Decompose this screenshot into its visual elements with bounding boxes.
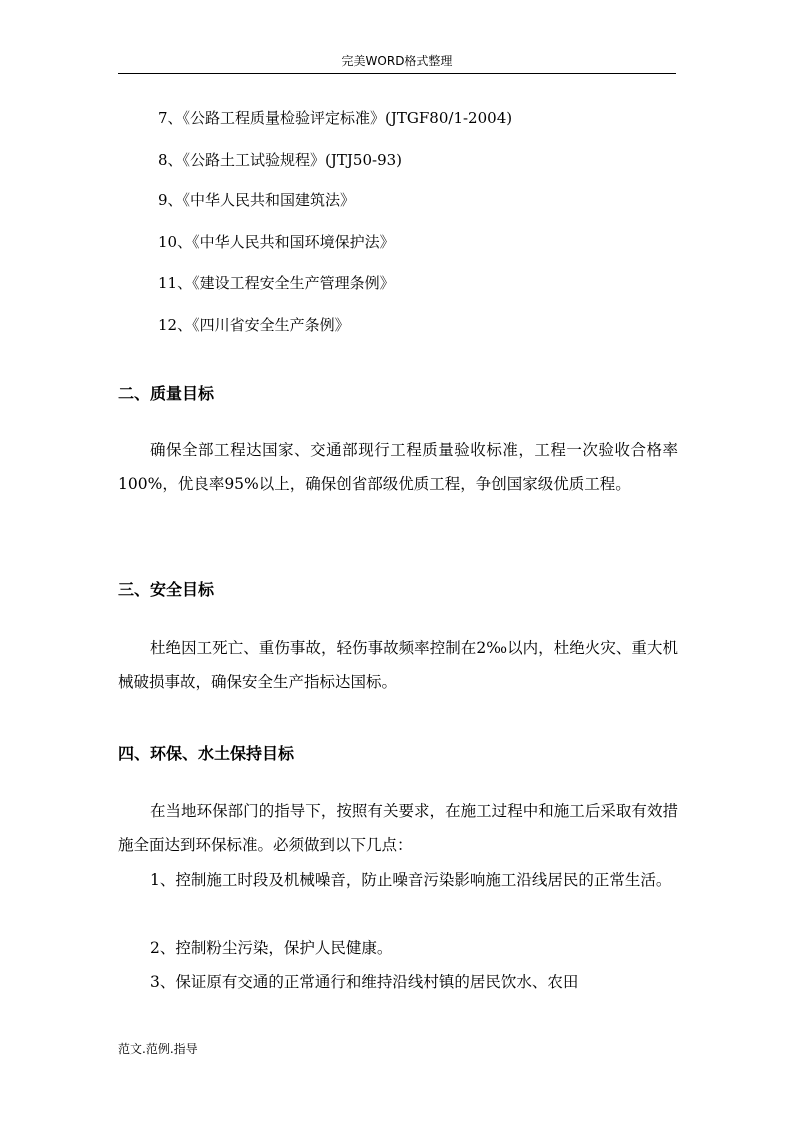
quality-paragraph: 确保全部工程达国家、交通部现行工程质量验收标准，工程一次验收合格率100%，优良率95%以上，确保创省部级优质工程，争创国家级优质工程。: [118, 441, 678, 493]
quality-heading: 二、质量目标: [118, 384, 215, 403]
page-header: 完美WORD格式整理: [341, 54, 453, 68]
environment-intro: 在当地环保部门的指导下，按照有关要求，在施工过程中和施工后采取有效措施全面达到环保标准。必须做到以下几点：: [118, 802, 678, 854]
reference-item-10: 10、《中华人民共和国环境保护法》: [158, 233, 395, 251]
environment-heading: 四、环保、水土保持目标: [118, 744, 295, 763]
reference-item-8: 8、《公路土工试验规程》(JTJ50-93): [158, 151, 403, 169]
reference-item-9: 9、《中华人民共和国建筑法》: [158, 191, 356, 209]
reference-item-12: 12、《四川省安全生产条例》: [158, 316, 350, 334]
environment-item-2: 2、控制粉尘污染，保护人民健康。: [150, 939, 393, 957]
environment-item-1: 1、控制施工时段及机械噪音，防止噪音污染影响施工沿线居民的正常生活。: [150, 871, 672, 889]
header-divider: [118, 73, 676, 74]
page-footer: 范文.范例.指导: [118, 1042, 198, 1056]
safety-paragraph: 杜绝因工死亡、重伤事故，轻伤事故频率控制在2‰以内，杜绝火灾、重大机械破损事故，确保安全生产指标达国标。: [118, 639, 678, 691]
environment-item-3: 3、保证原有交通的正常通行和维持沿线村镇的居民饮水、农田: [150, 973, 579, 991]
reference-item-11: 11、《建设工程安全生产管理条例》: [158, 274, 395, 292]
safety-heading: 三、安全目标: [118, 580, 215, 599]
reference-item-7: 7、《公路工程质量检验评定标准》(JTGF80/1-2004): [158, 109, 513, 127]
